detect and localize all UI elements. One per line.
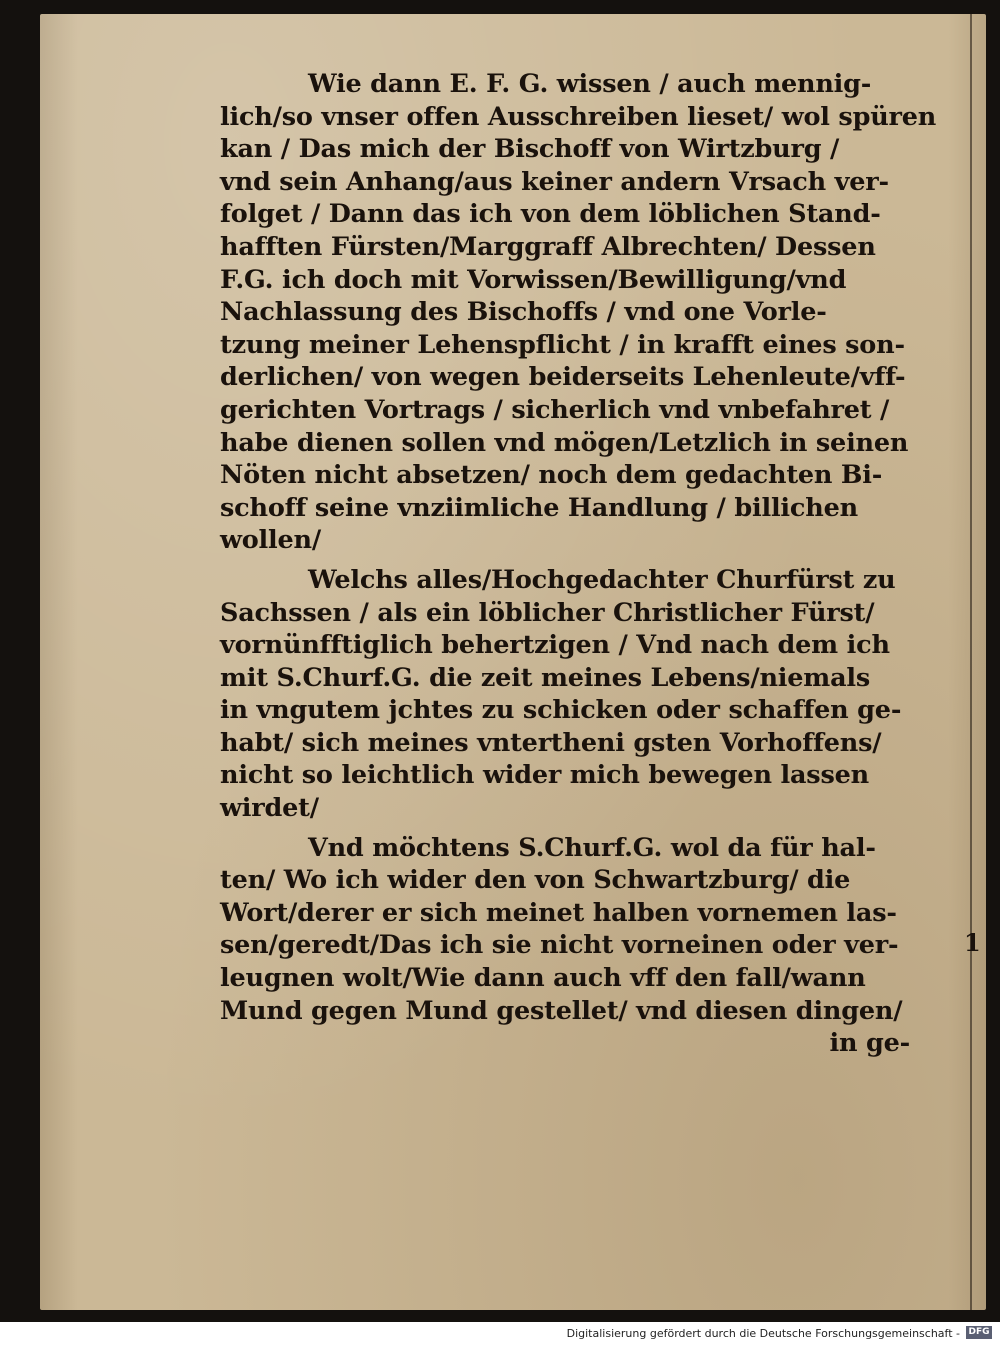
dfg-logo: DFG: [966, 1326, 992, 1339]
text-line: gerichten Vortrags / sicherlich vnd vnbefahret /: [220, 394, 890, 425]
text-line: Wie dann E. F. G. wissen / auch mennig-: [308, 69, 872, 99]
text-line: folget / Dann das ich von dem löblichen Stand-: [220, 199, 881, 230]
text-line: leugnen wolt/Wie dann auch vff den fall/wann: [220, 963, 866, 994]
margin-mark: 1: [964, 928, 981, 957]
paragraph-3: [220, 832, 910, 1060]
text-block: [220, 68, 937, 1060]
text-line: habe dienen sollen vnd mögen/Letzlich in seinen: [220, 427, 909, 458]
text-line: lich/so vnser offen Ausschreiben lieset/ wol spüren: [220, 101, 937, 132]
paragraph-1: [220, 68, 937, 557]
paragraph-2: [220, 564, 910, 825]
text-line: schoff seine vnziimliche Handlung / billichen: [220, 492, 858, 523]
text-line: Wort/derer er sich meinet halben vornemen las-: [220, 897, 897, 928]
text-line: hafften Fürsten/Marggraff Albrechten/ Dessen: [220, 231, 876, 262]
text-line: kan / Das mich der Bischoff von Wirtzburg /: [220, 134, 840, 165]
text-line: wirdet/: [220, 793, 319, 824]
text-line: derlichen/ von wegen beiderseits Lehenleute/vff-: [220, 362, 906, 393]
text-line: sen/geredt/Das ich sie nicht vorneinen oder ver-: [220, 930, 899, 961]
text-line: in vngutem jchtes zu schicken oder schaffen ge-: [220, 695, 902, 726]
page-edge: [970, 14, 972, 1310]
text-line: Vnd möchtens S.Churf.G. wol da für hal-: [308, 832, 876, 863]
text-line: ten/ Wo ich wider den von Schwartzburg/ die: [220, 865, 851, 896]
text-line: tzung meiner Lehenspflicht / in krafft eines son-: [220, 329, 905, 360]
text-line: F.G. ich doch mit Vorwissen/Bewilligung/vnd: [220, 264, 847, 295]
text-line: vnd sein Anhang/aus keiner andern Vrsach ver-: [220, 166, 889, 197]
text-line: vornünfftiglich behertzigen / Vnd nach dem ich: [220, 630, 890, 661]
text-line: nicht so leichtlich wider mich bewegen lassen: [220, 760, 869, 791]
text-line: Nöten nicht absetzen/ noch dem gedachten Bi-: [220, 460, 883, 491]
text-line: habt/ sich meines vntertheni gsten Vorhoffens/: [220, 727, 882, 758]
text-line: mit S.Churf.G. die zeit meines Lebens/niemals: [220, 662, 871, 693]
text-line: Welchs alles/Hochgedachter Churfürst zu: [308, 564, 896, 595]
text-line: Sachssen / als ein löblicher Christlicher Fürst/: [220, 597, 875, 628]
text-line: wollen/: [220, 525, 322, 556]
footer-credit: Digitalisierung gefördert durch die Deutsche Forschungsgemeinschaft -: [566, 1327, 960, 1340]
footer-bar: [0, 1322, 1000, 1345]
catchword: in ge-: [829, 1028, 910, 1059]
text-line: Mund gegen Mund gestellet/ vnd diesen dingen/: [220, 995, 903, 1026]
text-line: Nachlassung des Bischoffs / vnd one Vorle-: [220, 297, 827, 328]
